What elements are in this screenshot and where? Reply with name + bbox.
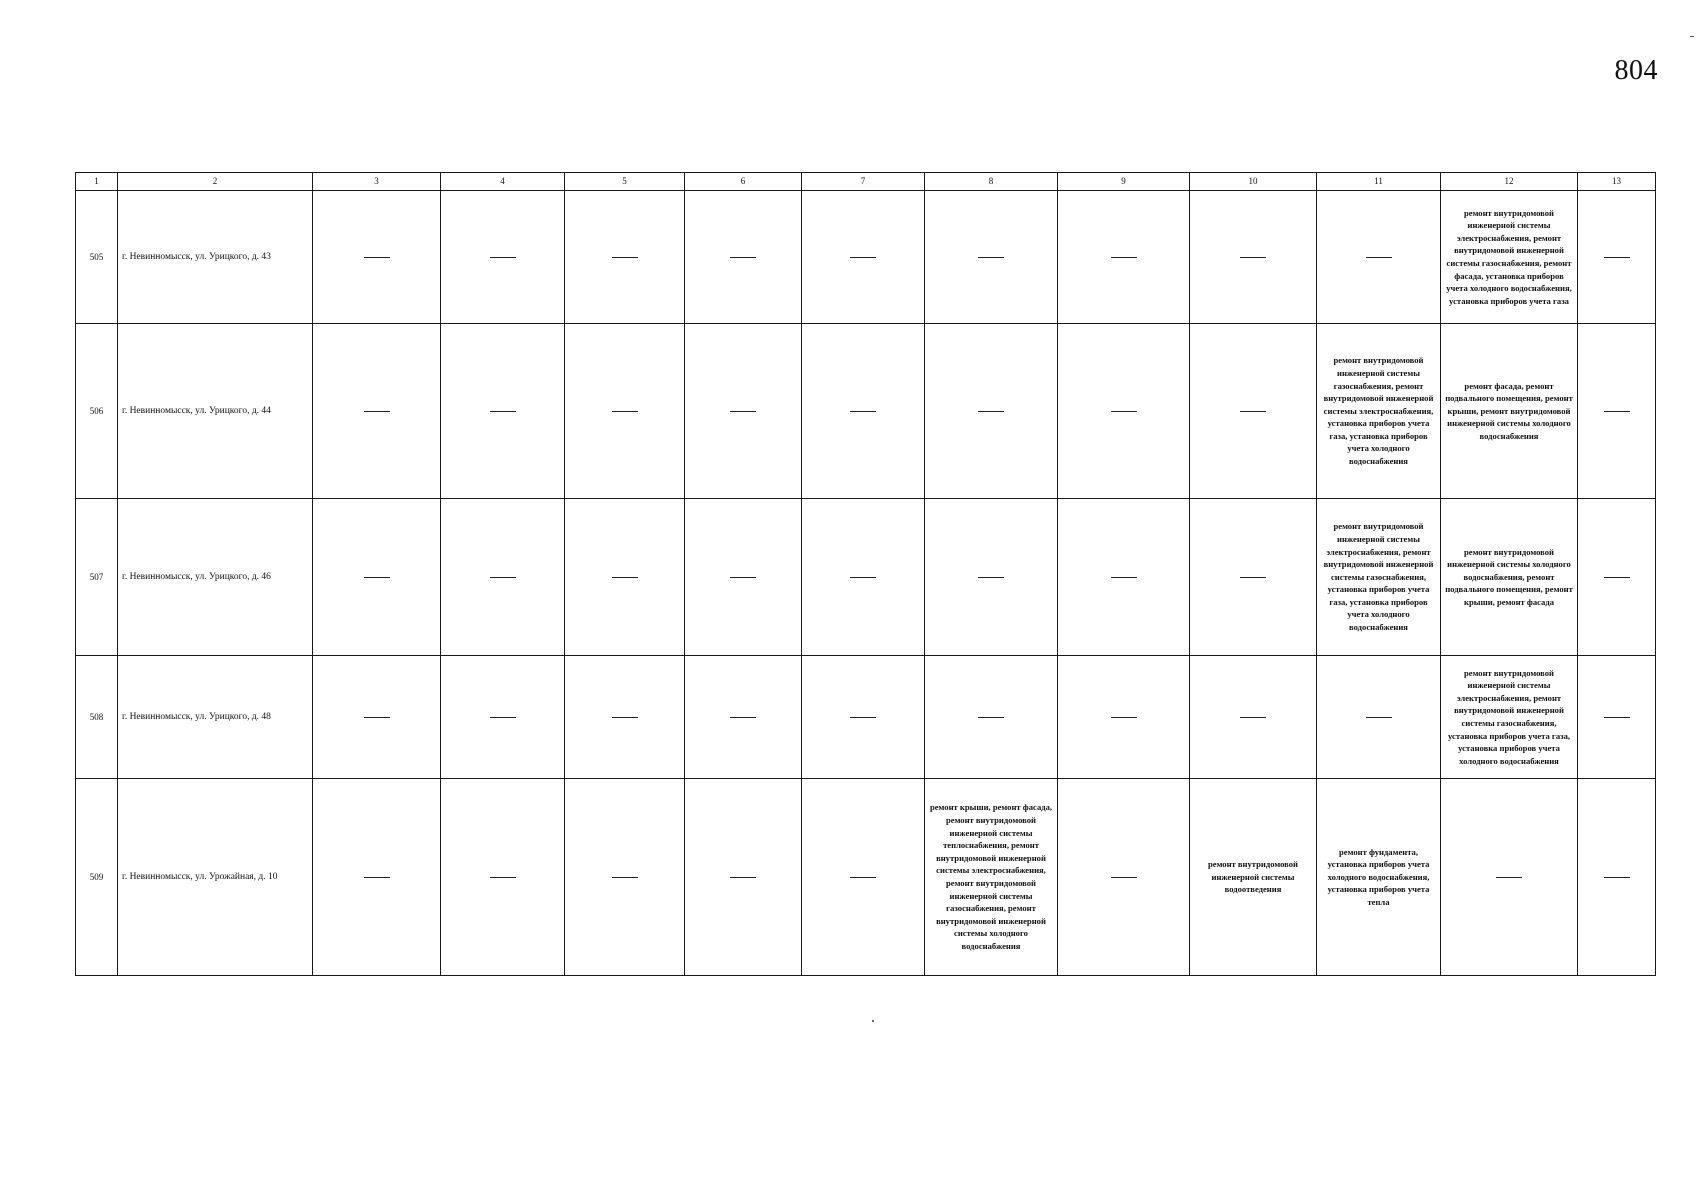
table-row — [76, 656, 1656, 779]
dash-mark — [612, 577, 638, 578]
empty-cell — [1578, 324, 1656, 499]
dash-mark — [1111, 411, 1137, 412]
empty-cell — [1317, 191, 1441, 324]
header-cell: 6 — [685, 173, 802, 191]
empty-cell — [441, 499, 565, 656]
empty-cell — [1441, 779, 1578, 976]
scan-edge-mark — [1690, 36, 1694, 37]
dash-mark — [1496, 877, 1522, 878]
dash-mark — [490, 877, 516, 878]
empty-cell — [441, 779, 565, 976]
empty-cell — [1058, 499, 1190, 656]
dash-mark — [364, 577, 390, 578]
empty-cell — [1190, 656, 1317, 779]
dash-mark — [612, 717, 638, 718]
empty-cell — [802, 499, 925, 656]
dash-mark — [1604, 717, 1630, 718]
page-number: 804 — [1614, 55, 1658, 86]
dash-mark — [730, 411, 756, 412]
empty-cell — [565, 656, 685, 779]
dash-mark — [978, 257, 1004, 258]
header-cell: 7 — [802, 173, 925, 191]
empty-cell — [1317, 656, 1441, 779]
empty-cell — [565, 779, 685, 976]
dash-mark — [1366, 257, 1392, 258]
dash-mark — [364, 717, 390, 718]
header-cell: 9 — [1058, 173, 1190, 191]
dash-mark — [850, 717, 876, 718]
header-cell: 12 — [1441, 173, 1578, 191]
empty-cell — [441, 656, 565, 779]
empty-cell — [925, 191, 1058, 324]
empty-cell — [685, 656, 802, 779]
header-cell: 13 — [1578, 173, 1656, 191]
dash-mark — [850, 877, 876, 878]
table-row — [76, 324, 1656, 499]
row-number: 509 — [76, 779, 118, 976]
dash-mark — [730, 577, 756, 578]
works-cell: ремонт внутридомовой инженерной системы газоснабжения, ремонт внутридомовой инженерной системы электроснабжения, установка приборов учета газа, установка приборов учета холодного водоснабжения — [1317, 324, 1441, 499]
dash-mark — [490, 717, 516, 718]
address-cell: г. Невинномысск, ул. Урицкого, д. 46 — [118, 499, 313, 656]
repair-works-table — [75, 172, 1656, 976]
dash-mark — [490, 411, 516, 412]
dash-mark — [850, 257, 876, 258]
works-cell: ремонт крыши, ремонт фасада, ремонт внутридомовой инженерной системы теплоснабжения, ремонт внутридомовой инженерной системы электроснабжения, ремонт внутридомовой инженерной системы газоснабжения, ремонт внутридомовой инженерной системы холодного водоснабжения — [925, 779, 1058, 976]
dash-mark — [364, 877, 390, 878]
dash-mark — [1240, 257, 1266, 258]
empty-cell — [1578, 499, 1656, 656]
works-cell: ремонт внутридомовой инженерной системы холодного водоснабжения, ремонт подвального помещения, ремонт крыши, ремонт фасада — [1441, 499, 1578, 656]
row-number: 507 — [76, 499, 118, 656]
empty-cell — [441, 191, 565, 324]
works-cell: ремонт внутридомовой инженерной системы электроснабжения, ремонт внутридомовой инженерной системы газоснабжения, установка приборов учета газа, установка приборов учета холодного водоснабжения — [1317, 499, 1441, 656]
works-cell: ремонт внутридомовой инженерной системы водоотведения — [1190, 779, 1317, 976]
row-number: 508 — [76, 656, 118, 779]
empty-cell — [685, 499, 802, 656]
header-cell: 2 — [118, 173, 313, 191]
empty-cell — [1190, 499, 1317, 656]
dash-mark — [364, 257, 390, 258]
empty-cell — [313, 324, 441, 499]
empty-cell — [1058, 324, 1190, 499]
header-cell: 1 — [76, 173, 118, 191]
empty-cell — [802, 779, 925, 976]
dash-mark — [1604, 877, 1630, 878]
empty-cell — [565, 191, 685, 324]
row-number: 506 — [76, 324, 118, 499]
row-number: 505 — [76, 191, 118, 324]
empty-cell — [1578, 191, 1656, 324]
table-row — [76, 191, 1656, 324]
empty-cell — [1578, 779, 1656, 976]
empty-cell — [685, 191, 802, 324]
dash-mark — [1111, 257, 1137, 258]
dash-mark — [978, 577, 1004, 578]
dash-mark — [490, 257, 516, 258]
dash-mark — [1111, 877, 1137, 878]
dash-mark — [612, 411, 638, 412]
works-cell: ремонт внутридомовой инженерной системы электроснабжения, ремонт внутридомовой инженерной системы газоснабжения, установка приборов учета газа, установка приборов учета холодного водоснабжения — [1441, 656, 1578, 779]
dash-mark — [850, 411, 876, 412]
dash-mark — [850, 577, 876, 578]
works-cell: ремонт фасада, ремонт подвального помещения, ремонт крыши, ремонт внутридомовой инженерной системы холодного водоснабжения — [1441, 324, 1578, 499]
empty-cell — [1058, 656, 1190, 779]
empty-cell — [1058, 779, 1190, 976]
header-cell: 3 — [313, 173, 441, 191]
works-cell: ремонт внутридомовой инженерной системы электроснабжения, ремонт внутридомовой инженерной системы газоснабжения, ремонт фасада, установка приборов учета холодного водоснабжения, установка приборов учета газа — [1441, 191, 1578, 324]
empty-cell — [685, 779, 802, 976]
empty-cell — [925, 324, 1058, 499]
dash-mark — [730, 717, 756, 718]
dash-mark — [978, 717, 1004, 718]
empty-cell — [925, 656, 1058, 779]
dash-mark — [612, 877, 638, 878]
header-cell: 4 — [441, 173, 565, 191]
address-cell: г. Невинномысск, ул. Урицкого, д. 44 — [118, 324, 313, 499]
empty-cell — [313, 779, 441, 976]
dash-mark — [730, 257, 756, 258]
dash-mark — [1604, 411, 1630, 412]
empty-cell — [1190, 324, 1317, 499]
dash-mark — [1366, 717, 1392, 718]
empty-cell — [1578, 656, 1656, 779]
dash-mark — [1604, 257, 1630, 258]
empty-cell — [685, 324, 802, 499]
empty-cell — [313, 499, 441, 656]
address-cell: г. Невинномысск, ул. Урицкого, д. 48 — [118, 656, 313, 779]
empty-cell — [802, 324, 925, 499]
empty-cell — [313, 656, 441, 779]
table-row — [76, 779, 1656, 976]
dash-mark — [1604, 577, 1630, 578]
dash-mark — [1111, 717, 1137, 718]
empty-cell — [802, 191, 925, 324]
works-cell: ремонт фундамента, установка приборов учета холодного водоснабжения, установка приборов учета тепла — [1317, 779, 1441, 976]
dash-mark — [364, 411, 390, 412]
empty-cell — [1190, 191, 1317, 324]
table-row — [76, 499, 1656, 656]
dash-mark — [1240, 411, 1266, 412]
empty-cell — [925, 499, 1058, 656]
header-cell: 10 — [1190, 173, 1317, 191]
empty-cell — [565, 499, 685, 656]
empty-cell — [313, 191, 441, 324]
header-cell: 5 — [565, 173, 685, 191]
empty-cell — [441, 324, 565, 499]
dash-mark — [978, 411, 1004, 412]
dash-mark — [490, 577, 516, 578]
dash-mark — [1240, 717, 1266, 718]
empty-cell — [802, 656, 925, 779]
header-cell: 11 — [1317, 173, 1441, 191]
header-cell: 8 — [925, 173, 1058, 191]
empty-cell — [565, 324, 685, 499]
column-numbers-row — [76, 173, 1656, 191]
address-cell: г. Невинномысск, ул. Урожайная, д. 10 — [118, 779, 313, 976]
empty-cell — [1058, 191, 1190, 324]
dash-mark — [612, 257, 638, 258]
address-cell: г. Невинномысск, ул. Урицкого, д. 43 — [118, 191, 313, 324]
dash-mark — [1111, 577, 1137, 578]
dash-mark — [1240, 577, 1266, 578]
dash-mark — [730, 877, 756, 878]
scan-dot — [872, 1020, 874, 1022]
